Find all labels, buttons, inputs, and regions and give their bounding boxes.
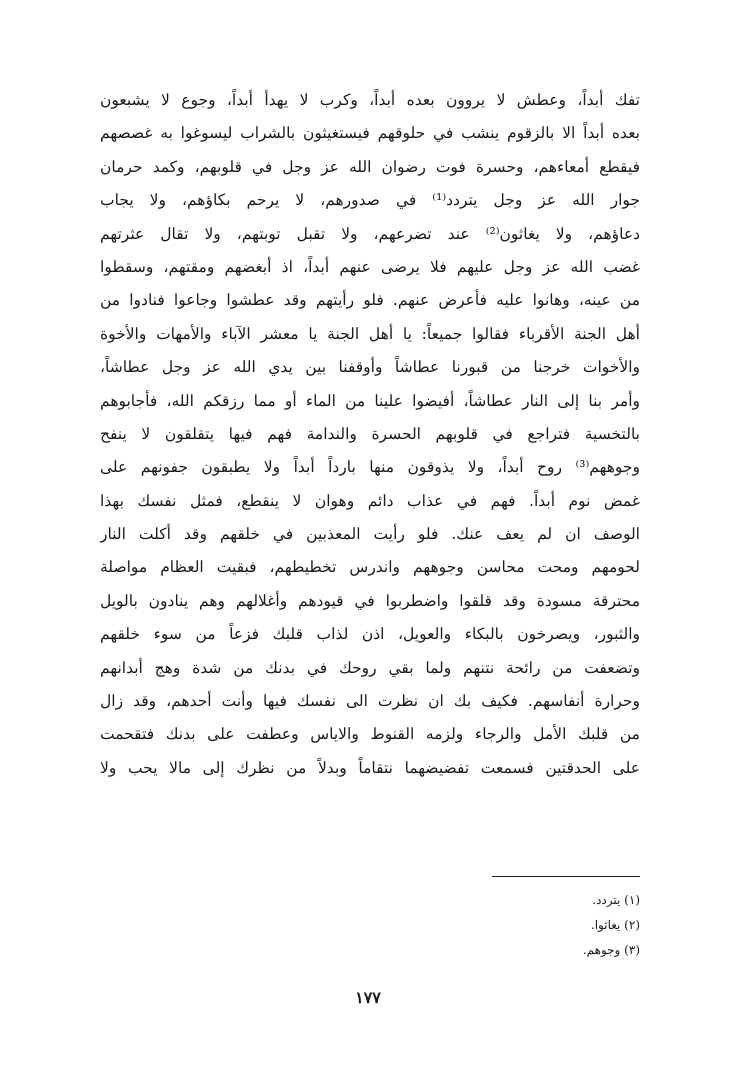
text-line: محترقة مسودة وقد قلقوا واضطربوا في قيودهم وأغلالهم وهم ينادون بالويل	[100, 591, 640, 610]
text-line: من عينه، وهانوا عليه فأعرض عنهم. فلو رأيتهم وقد عطشوا وجاعوا فنادوا من	[100, 291, 640, 310]
text-line: تفك أبداً، وعطش لا يروون بعده أبداً، وكرب لا يهدأ أبداً، وجوع لا يشبعون	[100, 91, 640, 109]
text-line: وجوههم⁽³⁾ روح أبداً، ولا يذوقون منها بارداً أبداً ولا يطبقون جفونهم على	[100, 458, 640, 477]
text-line: من قلبك الأمل والرجاء ولزمه القنوط والاياس وعطفت على بدنك فتقحمت	[100, 725, 640, 744]
text-line: فيقطع أمعاءهم، وحسرة فوت رضوان الله عز وجل في قلوبهم، وكمد حرمان	[100, 157, 640, 176]
text-line: بالتخسية فتراجع في قلوبهم الحسرة والندامة فهم فيها يتقلقون لا ينفح	[100, 424, 640, 443]
text-line: والأخوات خرجنا من قبورنا عطاشاً وأوقفنا بين يدي الله عز وجل عطاشاً،	[100, 358, 640, 377]
text-line: غمض نوم أبداً. فهم في عذاب دائم وهوان لا ينقطع، فمثل نفسك بهذا	[100, 491, 640, 510]
text-line: الوصف ان لم يعف عنك. فلو رأيت المعذبين في خلقهم وقد أكلت النار	[100, 525, 640, 544]
text-line: غضب الله عز وجل عليهم فلا يرضى عنهم أبداً، اذ أبغضهم ومقتهم، وسقطوا	[100, 257, 640, 276]
text-line: وحرارة أنفاسهم. فكيف بك ان نظرت الى نفسك فيها وأنت أحدهم، وقد زال	[100, 692, 640, 711]
text-line: على الحدقتين فسمعت تفضيضهما نتقاماً وبدلاً من نظرك إلى مالا يحب ولا	[100, 758, 640, 777]
text-line: والثبور، ويصرخون بالبكاء والعويل، اذن لذاب قلبك فزعاً من سوء خلقهم	[100, 625, 640, 644]
text-line: لحومهم ومحت محاسن وجوههم واندرس تخطيطهم، فبقيت العظام مواصلة	[100, 558, 640, 577]
text-line: وأمر بنا إلى النار عطاشاً، أفيضوا علينا من الماء أو مما رزقكم الله، فأجابوهم	[100, 391, 640, 410]
page-number: ١٧٧	[355, 988, 381, 1007]
text-line: وتضعفت من رائحة نتنهم ولما بقي روحك في بدنك من شدة وهج أبدانهم	[100, 658, 640, 677]
text-line: بعده أبداً الا بالزقوم ينشب في حلوقهم فيستغيثون بالشراب ليسوغوا به غصصهم	[100, 124, 640, 143]
text-line: دعاؤهم، ولا يغاثون⁽²⁾ عند تضرعهم، ولا تقبل توبتهم، ولا تقال عثرتهم	[100, 224, 640, 243]
footnote: (٢) يغاثوا.	[590, 918, 640, 932]
footnote-separator	[492, 876, 640, 877]
body-text	[100, 84, 640, 785]
footnote: (١) يتردد.	[592, 893, 640, 907]
text-line: أهل الجنة الأقرباء فقالوا جميعاً: يا أهل الجنة يا معشر الآباء والأمهات والأخوة	[100, 324, 640, 343]
text-line: جوار الله عز وجل يتردد⁽¹⁾ في صدورهم، لا يرحم بكاؤهم، ولا يجاب	[100, 191, 640, 210]
footnotes	[340, 888, 640, 963]
footnote: (٣) وجوهم.	[582, 943, 640, 957]
